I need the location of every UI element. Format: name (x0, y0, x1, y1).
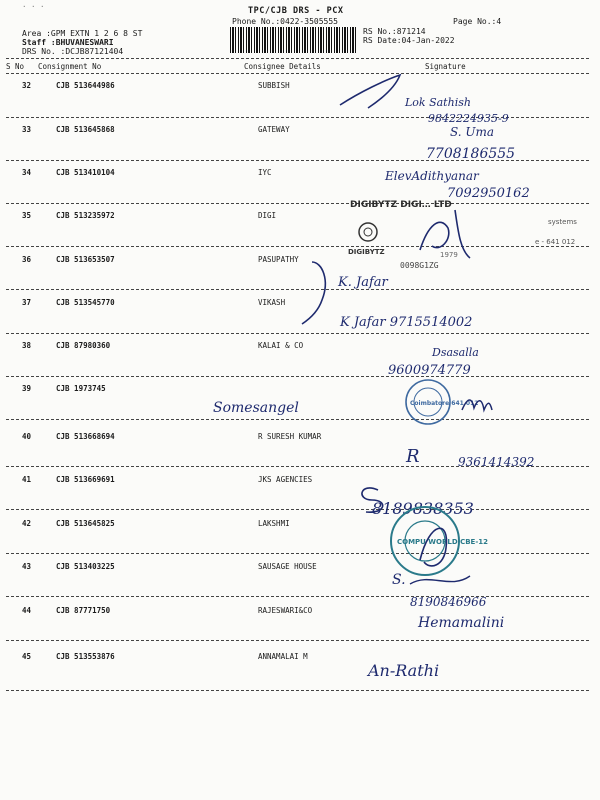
table-row (0, 475, 600, 487)
handwritten-phone: 8189838353 (372, 499, 474, 518)
row-consignee: LAKSHMI (258, 519, 290, 528)
divider (6, 58, 589, 59)
row-sno: 42 (22, 519, 32, 528)
row-sno: 32 (22, 81, 32, 90)
row-divider (6, 203, 589, 204)
stamp-text: Coimbatore 641 012 (410, 400, 479, 407)
column-header-signature: Signature (425, 62, 466, 71)
row-consignment: CJB 513545770 (56, 298, 115, 307)
staff-label: Staff :BHUVANESWARI (22, 38, 114, 47)
handwritten-name: K Jafar 9715514002 (340, 315, 473, 330)
row-sno: 39 (22, 384, 32, 393)
stamp-company-name: DIGIBYTZ DIGI… LTD (350, 200, 452, 210)
handwritten-phone: 9842224935-9 (428, 112, 509, 125)
row-sno: 38 (22, 341, 32, 350)
row-consignment: CJB 513403225 (56, 562, 115, 571)
row-consignment: CJB 87771750 (56, 606, 111, 615)
row-divider (6, 553, 589, 554)
row-consignee: KALAI & CO (258, 341, 304, 350)
handwritten-phone: 8190846966 (410, 595, 487, 609)
handwritten-name: Dsasalla (432, 346, 479, 359)
row-consignment: CJB 513669691 (56, 475, 115, 484)
row-divider (6, 640, 589, 641)
row-consignee: IYC (258, 168, 272, 177)
column-header-consignment: Consignment No (38, 62, 102, 71)
row-divider (6, 289, 589, 290)
row-consignee: RAJESWARI&CO (258, 606, 313, 615)
rs-number: RS No.:871214 (363, 27, 426, 36)
stamp-logo-inner (364, 228, 372, 236)
row-consignment: CJB 513644986 (56, 81, 115, 90)
table-row (0, 341, 600, 353)
row-consignment: CJB 513668694 (56, 432, 115, 441)
stamp-text: COMPU WORLD CBE-12 (397, 538, 488, 546)
row-divider (6, 690, 589, 691)
row-sno: 35 (22, 211, 32, 220)
handwritten-phone: 7708186555 (426, 146, 516, 162)
row-sno: 41 (22, 475, 32, 484)
stamp-text: systems (548, 218, 577, 226)
divider (6, 73, 589, 74)
handwritten-name: ElevAdithyanar (385, 169, 479, 183)
table-row (0, 255, 600, 267)
row-consignee: R SURESH KUMAR (258, 432, 322, 441)
row-consignment: CJB 87980360 (56, 341, 111, 350)
signature-stroke (302, 262, 325, 324)
handwritten-name: K. Jafar (338, 275, 388, 290)
handwritten-name: Hemamalini (418, 615, 505, 631)
row-sno: 33 (22, 125, 32, 134)
barcode (230, 27, 358, 53)
row-sno: 34 (22, 168, 32, 177)
row-sno: 37 (22, 298, 32, 307)
row-sno: 40 (22, 432, 32, 441)
rs-date: RS Date:04-Jan-2022 (363, 36, 455, 45)
row-divider (6, 376, 589, 377)
page-number: Page No.:4 (453, 17, 502, 26)
table-row (0, 519, 600, 531)
table-row (0, 652, 600, 664)
row-divider (6, 419, 589, 420)
drs-number: DRS No. :DCJB87121404 (22, 47, 124, 56)
row-consignment: CJB 513553876 (56, 652, 115, 661)
table-row (0, 211, 600, 223)
stamp-text: 1979 (440, 251, 458, 259)
row-consignment: CJB 513410104 (56, 168, 115, 177)
signature-stroke (410, 576, 470, 584)
table-row (0, 606, 600, 618)
row-consignee: VIKASH (258, 298, 286, 307)
row-sno: 45 (22, 652, 32, 661)
stamp-logo-text: DIGIBYTZ (348, 248, 385, 256)
corner-marks: · · · (22, 2, 45, 11)
row-consignment: CJB 513645825 (56, 519, 115, 528)
handwritten-name: R (406, 446, 420, 467)
row-consignment: CJB 513653507 (56, 255, 115, 264)
table-row (0, 432, 600, 444)
row-divider (6, 333, 589, 334)
row-divider (6, 117, 589, 118)
row-consignee: GATEWAY (258, 125, 290, 134)
table-row (0, 298, 600, 310)
handwritten-name: Somesangel (213, 400, 299, 416)
handwritten-phone: 9600974779 (388, 363, 471, 378)
table-row (0, 384, 600, 396)
handwritten-name: Lok Sathish (405, 96, 471, 109)
row-divider (6, 596, 589, 597)
row-consignment: CJB 513235972 (56, 211, 115, 220)
handwritten-phone: 7092950162 (447, 186, 530, 201)
table-row (0, 125, 600, 137)
row-consignee: SAUSAGE HOUSE (258, 562, 317, 571)
table-row (0, 168, 600, 180)
row-consignee: SUBBISH (258, 81, 290, 90)
column-header-sno: S No (6, 62, 25, 71)
row-consignment: CJB 513645868 (56, 125, 115, 134)
handwritten-phone: 9361414392 (458, 455, 535, 469)
stamp-text: e - 641 012 (535, 238, 576, 246)
row-consignment: CJB 1973745 (56, 384, 106, 393)
stamp-logo-icon (359, 223, 377, 241)
signature-stroke (462, 400, 492, 410)
row-divider (6, 509, 589, 510)
document-title: TPC/CJB DRS - PCX (248, 6, 344, 16)
row-consignee: ANNAMALAI M (258, 652, 308, 661)
row-divider (6, 160, 589, 161)
row-sno: 36 (22, 255, 32, 264)
row-consignee: JKS AGENCIES (258, 475, 313, 484)
row-consignee: PASUPATHY (258, 255, 299, 264)
area-label: Area :GPM EXTN 1 2 6 8 ST (22, 29, 143, 38)
row-consignee: DIGI (258, 211, 277, 220)
row-sno: 44 (22, 606, 32, 615)
row-divider (6, 466, 589, 467)
row-divider (6, 246, 589, 247)
stamp-gst: 0098G1ZG (400, 261, 439, 270)
column-header-consignee: Consignee Details (244, 62, 321, 71)
signature-stroke (420, 528, 447, 566)
table-row (0, 81, 600, 93)
handwritten-name: S. Uma (450, 125, 495, 139)
phone-number: Phone No.:0422-3505555 (232, 17, 338, 26)
handwritten-name: S. (392, 572, 406, 588)
row-sno: 43 (22, 562, 32, 571)
table-row (0, 562, 600, 574)
handwritten-name: An-Rathi (368, 661, 440, 680)
